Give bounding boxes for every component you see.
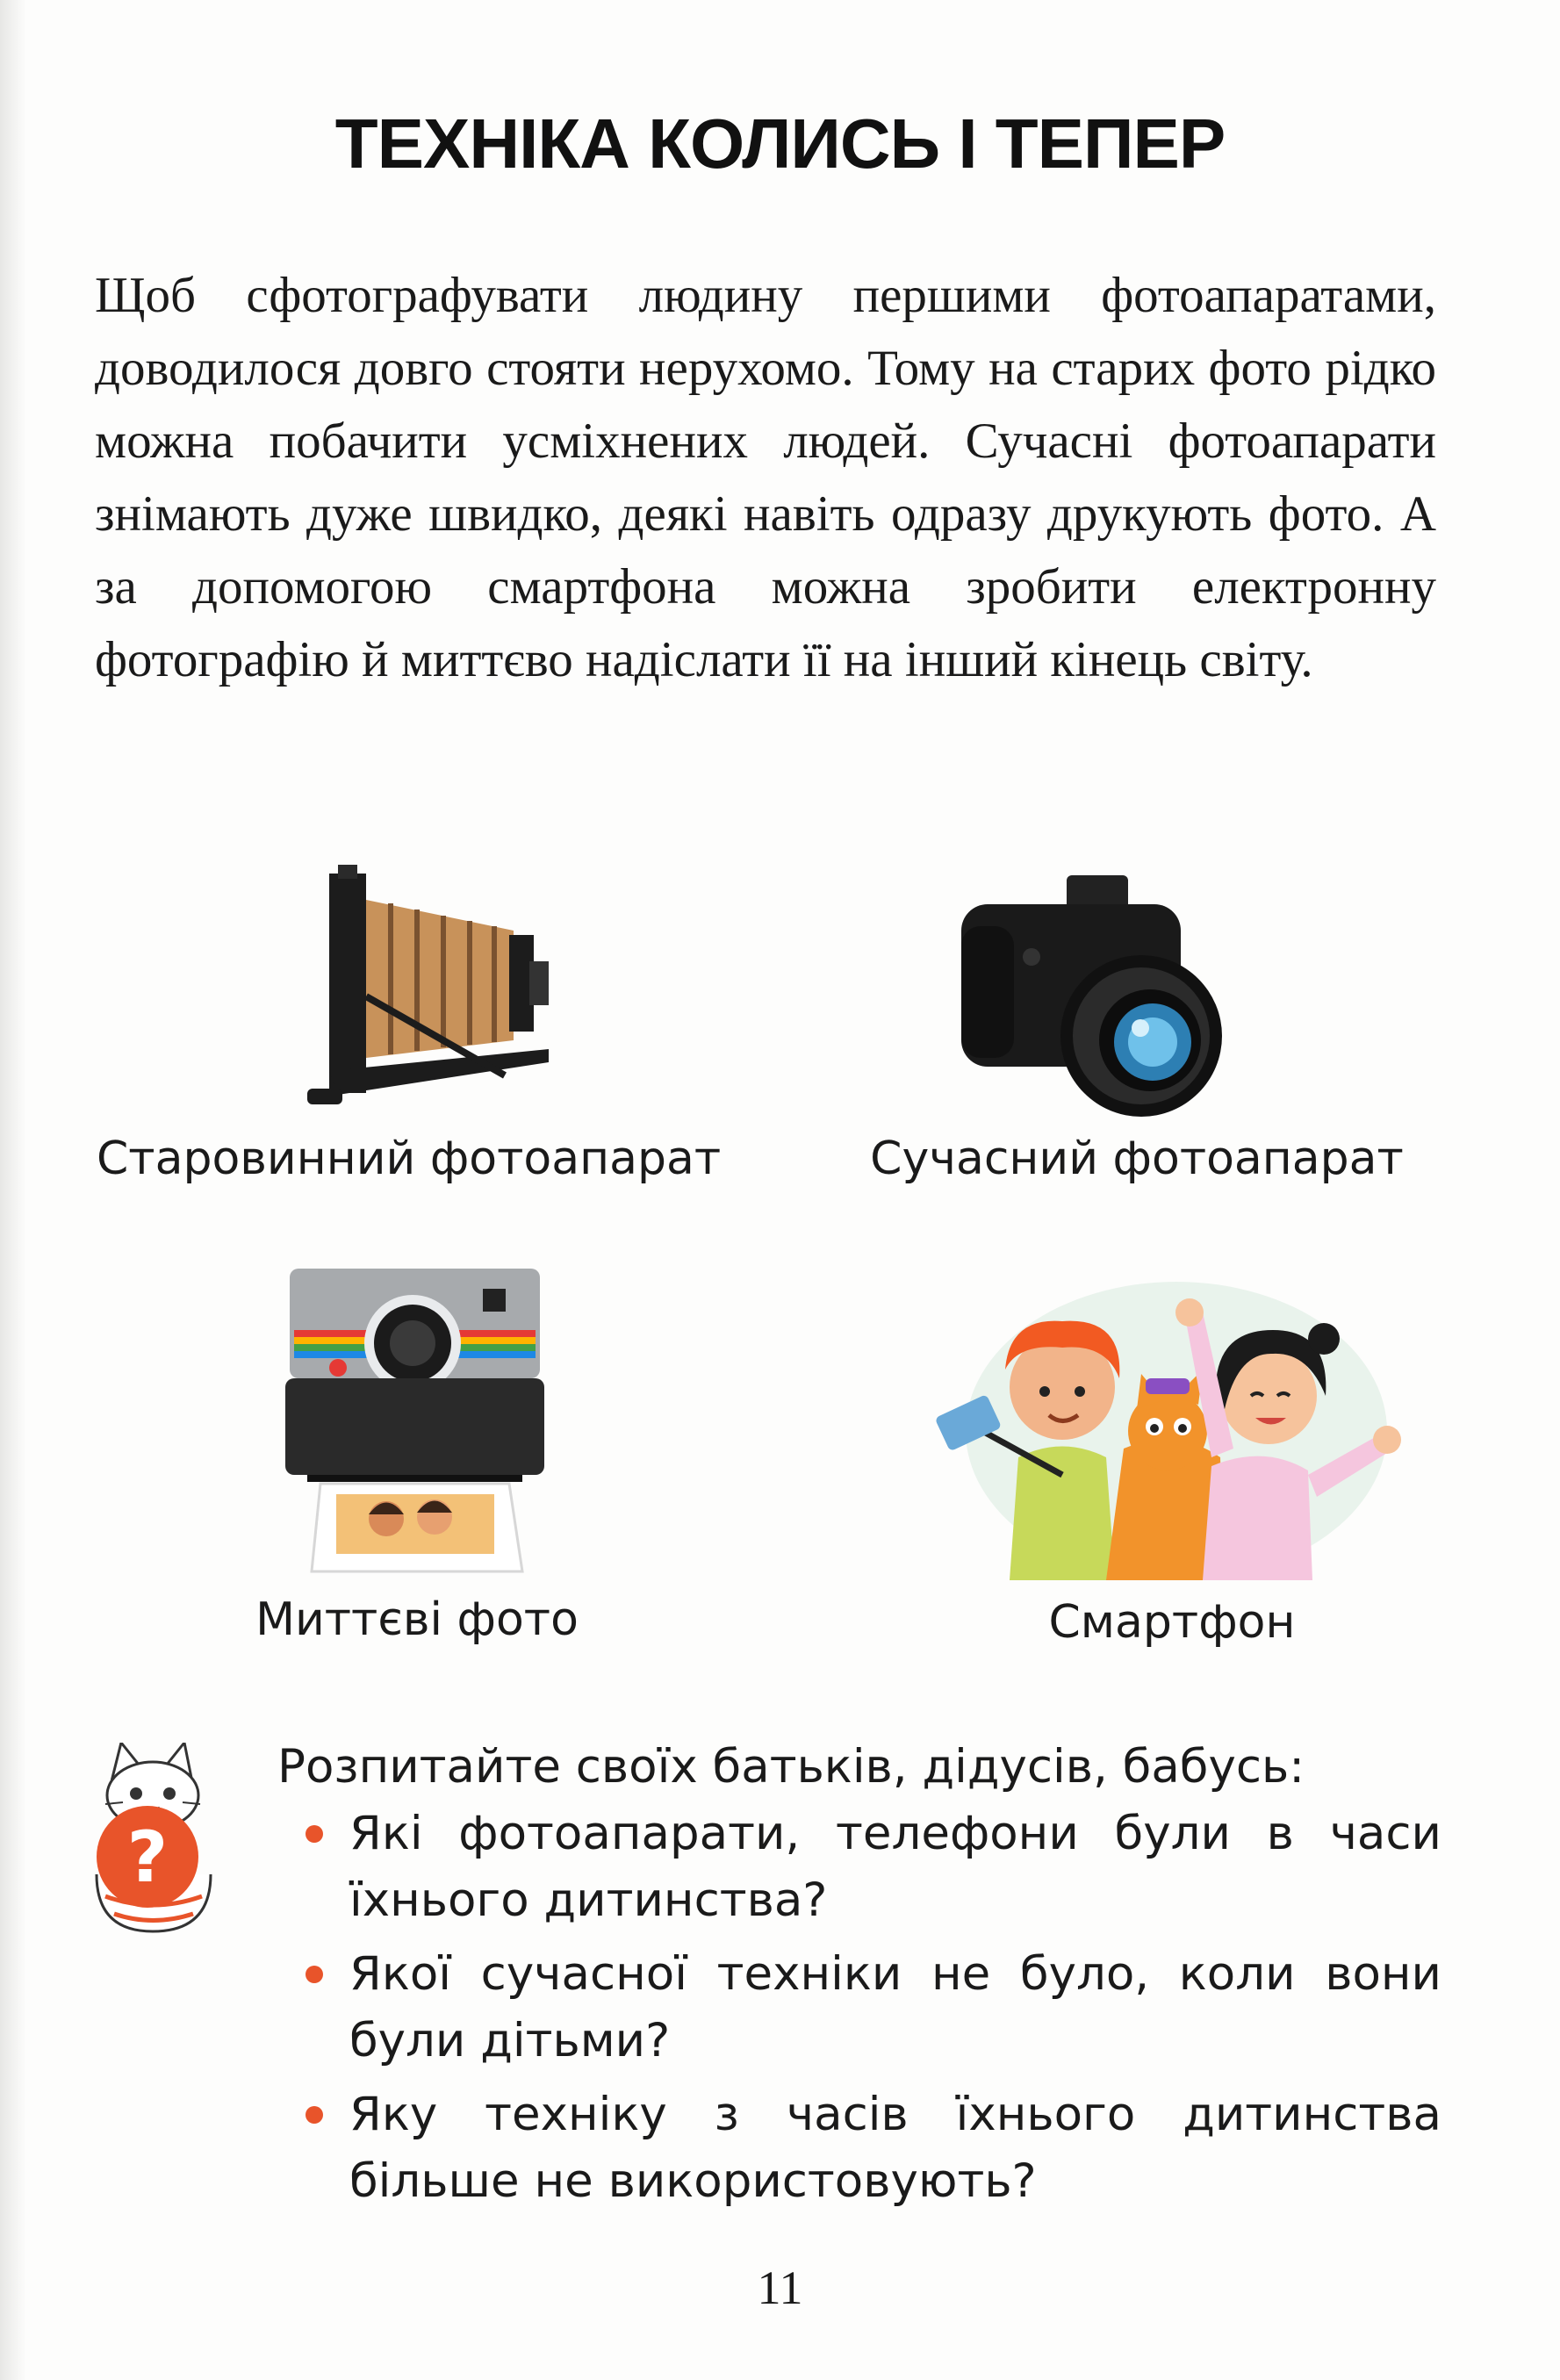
bullet-dot-icon: [306, 1966, 323, 1983]
antique-camera-illustration: [294, 865, 557, 1115]
instant-camera-icon: [285, 1264, 544, 1580]
page-title: ТЕХНІКА КОЛИСЬ І ТЕПЕР: [334, 104, 1226, 183]
page-binding-shadow: [0, 0, 26, 2380]
page-number: 11: [757, 2261, 803, 2314]
cat-question-mark-icon: [88, 1743, 219, 1936]
antique-bellows-camera-icon: [294, 865, 557, 1115]
question-text: Якої сучасної техніки не було, коли вони були дітьми?: [349, 1947, 1441, 2067]
intro-paragraph: Щоб сфотографувати людину першими фотоапаратами, доводилося довго стояти нерухомо. Тому на старих фото рідко можна побачити усміхнених людей. Сучасні фотоапарати знімають дуже швидко, деякі навіть одразу друкують фото. А за допомогою смартфона можна зробити електронну фотографію й миттєво надіслати її на інший кінець світу.: [95, 268, 1436, 687]
question-cat-illustration: [88, 1743, 219, 1939]
caption-antique-camera: Старовинний фотоапарат: [97, 1132, 722, 1185]
question-item: [274, 1941, 1441, 2074]
question-item: [274, 1801, 1441, 1934]
caption-smartphone: Смартфон: [1048, 1596, 1296, 1649]
question-text: Які фотоапарати, телефони були в часи їхнього дитинства?: [349, 1807, 1441, 1927]
question-block: [274, 1734, 1441, 2222]
kids-selfie-smartphone-icon: [922, 1247, 1413, 1580]
question-badge-symbol: ?: [126, 1816, 169, 1898]
modern-camera-illustration: [953, 865, 1242, 1119]
bullet-dot-icon: [306, 2106, 323, 2124]
question-text: Яку техніку з часів їхнього дитинства більше не використовують?: [349, 2088, 1441, 2208]
caption-instant-camera: Миттєві фото: [255, 1593, 579, 1646]
instant-camera-illustration: [285, 1264, 544, 1580]
question-item: [274, 2082, 1441, 2215]
question-list: [274, 1801, 1441, 2215]
bullet-dot-icon: [306, 1825, 323, 1843]
dslr-camera-icon: [953, 865, 1242, 1119]
question-intro: Розпитайте своїх батьків, дідусів, бабусь:: [277, 1740, 1305, 1794]
smartphone-selfie-illustration: [922, 1247, 1413, 1580]
caption-modern-camera: Сучасний фотоапарат: [870, 1132, 1404, 1185]
